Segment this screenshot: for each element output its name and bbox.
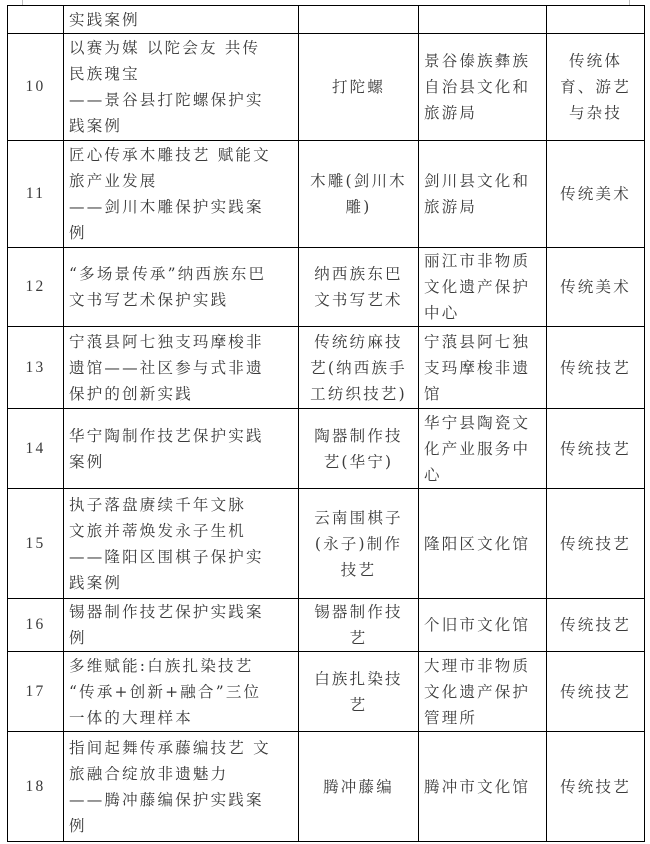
cell-text-line: 锡器制作技艺保护实践案 [69,603,264,621]
table-row [8,248,645,327]
applicant-org-cell [419,6,547,34]
category-cell [547,141,645,248]
cell-text-line: 实践案例 [69,10,140,29]
cell-text-line: 白族扎染技 [314,669,403,688]
cell-text-line: 工纺织技艺) [310,384,407,403]
cell-text-line: 陶器制作技 [314,426,403,445]
row-number-cell: 12 [8,248,64,327]
cell-text-line: ——隆阳区围棋子保护实 [69,547,264,566]
case-title-cell [64,599,299,652]
table-row [8,34,645,141]
cell-text-line: 文书写艺术 [314,291,403,309]
cell-text-line: 旅游局 [424,104,478,122]
table-row [8,409,645,489]
project-name-cell [299,34,419,141]
cell-text-line [304,7,413,33]
applicant-org-cell [419,489,547,599]
project-name-cell [299,327,419,409]
cell-text-line: 个旧市文化馆 [424,616,531,634]
category-cell [547,409,645,489]
cell-text-line: 腾冲市文化馆 [424,777,531,796]
category-cell [547,489,645,599]
table-row [8,652,645,732]
cell-text-line: 匠心传承木雕技艺 赋能文 [69,146,271,164]
cell-text-line: 旅产业发展 [69,172,158,190]
case-title-cell [64,34,299,141]
project-name-cell [299,599,419,652]
row-number-cell: 13 [8,327,64,409]
cell-text-line: 化产业服务中 [424,439,531,458]
cell-text-line: 宁蒗县阿七独支玛摩梭非 [69,332,264,351]
cell-text-line: 传统技艺 [560,777,631,796]
cell-text-line: 剑川县文化和 [424,172,531,190]
category-cell [547,34,645,141]
cell-text-line: 指间起舞传承藤编技艺 文 [69,738,271,757]
cell-text-line: 育、游艺 [560,78,631,96]
project-name-cell [299,6,419,34]
cell-text-line [552,7,639,33]
cell-text-line: 传统美术 [560,278,631,296]
cell-text-line: 景谷傣族彝族 [424,52,531,70]
cell-text-line: 文化遗产保护 [424,278,531,296]
applicant-org-cell [419,409,547,489]
cell-text-line: ——腾冲藤编保护实践案 [69,790,264,809]
cell-text-line: 传统体 [568,52,623,70]
cell-text-line: 传统纺麻技 [314,332,403,351]
category-cell [547,599,645,652]
cell-text-line: 艺(纳西族手 [310,358,407,377]
cell-text-line: ——剑川木雕保护实践案 [69,198,264,216]
cell-text-line: 华宁县陶瓷文 [424,413,531,432]
table-body [8,6,645,842]
cell-text-line: 云南围棋子 [314,508,403,527]
table-row [8,6,645,34]
project-name-cell [299,248,419,327]
heritage-practice-cases-table [7,5,645,842]
cell-text-line: 践案例 [69,573,123,592]
applicant-org-cell [419,652,547,732]
case-title-cell [64,6,299,34]
table-row [8,599,645,652]
case-title-cell [64,327,299,409]
cell-text-line: 文旅并蒂焕发永子生机 [69,521,247,540]
cell-text-line: 雕) [345,198,372,216]
cell-text-line: 一体的大理样本 [69,708,193,727]
cell-text-line: 华宁陶制作技艺保护实践 [69,426,264,445]
cell-text-line: 腾冲藤编 [323,777,394,796]
cell-text-line: 艺 [349,629,368,647]
cell-text-line: 文化遗产保护 [424,682,531,701]
cell-text-line: 中心 [424,304,460,322]
cell-text-line: 大理市非物质 [424,656,531,675]
case-title-cell [64,732,299,842]
project-name-cell [299,409,419,489]
cell-text-line: 锡器制作技 [314,603,403,621]
applicant-org-cell [419,34,547,141]
applicant-org-cell [419,327,547,409]
row-number-cell: 17 [8,652,64,732]
cell-text-line: 传统技艺 [560,358,631,377]
cell-text-line: 以赛为媒 以陀会友 共传 [69,39,261,57]
cell-text-line: “传承+创新+融合”三位 [69,682,262,701]
cell-text-line [424,7,541,33]
cell-text-line: 纳西族东巴 [314,265,403,283]
applicant-org-cell [419,599,547,652]
cell-text-line: “多场景传承”纳西族东巴 [69,265,267,283]
cell-text-line: 例 [69,629,87,647]
cell-text-line: 传统技艺 [560,439,631,458]
cell-text-line: 民族瑰宝 [69,65,140,83]
cell-text-line: 案例 [69,452,105,471]
cell-text-line: 遗馆——社区参与式非遗 [69,358,264,377]
cell-text-line: 传统技艺 [560,682,631,701]
cell-text-line: 管理所 [424,708,478,727]
applicant-org-cell [419,141,547,248]
case-title-cell [64,248,299,327]
cell-text-line: 传统技艺 [560,534,631,553]
row-number-cell: 14 [8,409,64,489]
category-cell [547,248,645,327]
project-name-cell [299,141,419,248]
cell-text-line: 例 [69,224,87,242]
cell-text-line: 隆阳区文化馆 [424,534,531,553]
row-number-cell: 11 [8,141,64,248]
row-number-cell [8,6,64,34]
cell-text-line: 多维赋能:白族扎染技艺 [69,656,254,675]
table-row [8,732,645,842]
category-cell [547,6,645,34]
row-number-cell: 15 [8,489,64,599]
category-cell [547,732,645,842]
cell-text-line: 传统技艺 [560,616,631,634]
project-name-cell [299,732,419,842]
cell-text-line: 与杂技 [568,104,623,122]
cell-text-line: 馆 [424,384,442,403]
table-row [8,489,645,599]
row-number-cell: 16 [8,599,64,652]
cell-text-line: 旅融合绽放非遗魅力 [69,764,229,783]
cell-text-line: 艺 [349,695,368,714]
cell-text-line: 传统美术 [560,185,631,203]
cell-text-line: 心 [424,465,442,484]
cell-text-line: 文书写艺术保护实践 [69,291,229,309]
project-name-cell [299,652,419,732]
cell-text-line: 例 [69,816,87,835]
cell-text-line: 宁蒗县阿七独 [424,332,531,351]
cell-text-line: 艺(华宁) [323,452,394,471]
cell-text-line: 自治县文化和 [424,78,531,96]
applicant-org-cell [419,248,547,327]
cell-text-line: 丽江市非物质 [424,252,531,270]
project-name-cell [299,489,419,599]
cell-text-line: 保护的创新实践 [69,384,193,403]
category-cell [547,327,645,409]
case-title-cell [64,141,299,248]
cell-text-line: 支玛摩梭非遗 [424,358,531,377]
cell-text-line: 践案例 [69,117,123,135]
cell-text-line: 打陀螺 [331,78,386,96]
cell-text-line: 木雕(剑川木 [310,172,407,190]
cell-text-line: ——景谷县打陀螺保护实 [69,91,264,109]
category-cell [547,652,645,732]
case-title-cell [64,409,299,489]
case-title-cell [64,489,299,599]
applicant-org-cell [419,732,547,842]
table-row [8,327,645,409]
cell-text-line: 执子落盘赓续千年文脉 [69,495,247,514]
row-number-cell: 10 [8,34,64,141]
cell-text-line: 技艺 [340,560,377,579]
cell-text-line: (永子)制作 [314,534,403,553]
row-number-cell: 18 [8,732,64,842]
case-title-cell [64,652,299,732]
table-row [8,141,645,248]
cell-text-line: 旅游局 [424,198,478,216]
